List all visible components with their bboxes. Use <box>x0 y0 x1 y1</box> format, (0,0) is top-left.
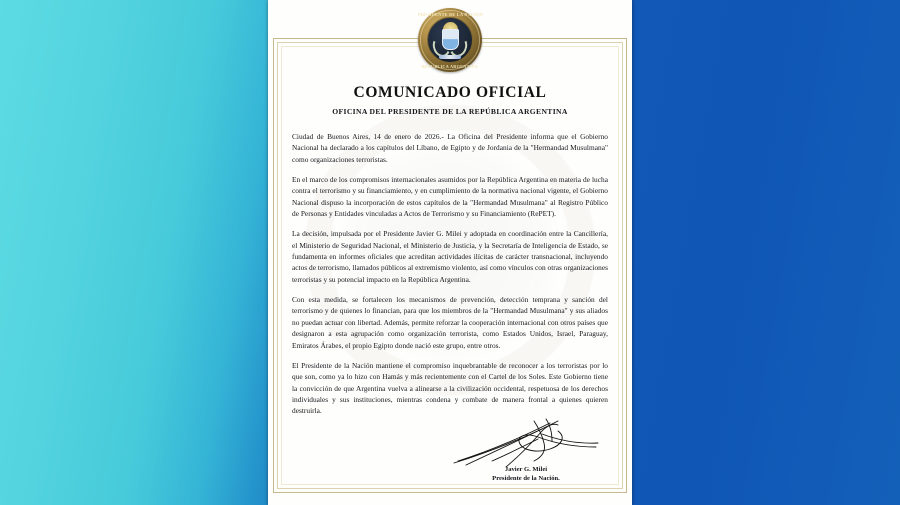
background-right-panel <box>632 0 900 505</box>
paragraph: El Presidente de la Nación mantiene el compromiso inquebrantable de reconocer a los terroristas por lo que son, como ya lo hizo con Hamás y más recientemente con el Cartel de los Soles. Este Gobierno tiene la convicción de que Argentina vuelva a alinearse a la civilización occidental, respetuosa de los derechos individuales y sus instituciones, mientras condena y combate de manera frontal a quienes quieren destruirla. <box>292 360 608 416</box>
signature-block <box>442 417 610 483</box>
paragraph: Con esta medida, se fortalecen los mecanismos de prevención, detección temprana y sanción del terrorismo y de quienes lo financian, para que los miembros de la "Hermandad Musulmana" y sus aliados no puedan actuar con libertad. Además, permite reforzar la cooperación internacional con otros países que designaron a esta agrupación como organización terrorista, como Estados Unidos, Israel, Paraguay, Emiratos Árabes, el propio Egipto donde nació este grupo, entre otros. <box>292 295 608 350</box>
document-content <box>292 84 608 426</box>
seal-ribbon-icon <box>439 55 461 59</box>
seal-arc-bottom-text: REPUBLICA ARGENTINA <box>421 63 479 69</box>
page-subtitle: OFICINA DEL PRESIDENTE DE LA REPÚBLICA ARGENTINA <box>332 107 568 116</box>
paragraph: En el marco de los compromisos internacionales asumidos por la República Argentina en materia de lucha contra el terrorismo y su financiamiento, y en cumplimiento de la normativa nacional vigente, el Gobierno Nacional dispuso la incorporación de estos capítulos de la "Hermandad Musulmana" al Registro Público de Personas y Entidades vinculadas a Actos de Terrorismo y su Financiamiento (RePET). <box>292 175 608 219</box>
watermark-text: ARG <box>407 231 493 268</box>
presidential-seal-icon <box>418 8 482 72</box>
page-title: COMUNICADO OFICIAL <box>353 84 547 101</box>
official-statement-document <box>268 0 632 505</box>
seal-container <box>268 8 632 72</box>
paragraph: Ciudad de Buenos Aires, 14 de enero de 2026.- La Oficina del Presidente informa que el Gobierno Nacional ha declarado a los capítulos del Líbano, de Egipto y de Jordania de la "Hermandad Musulmana" como organizaciones terroristas. <box>292 132 608 164</box>
signatory-role: Presidente de la Nación. <box>492 475 560 482</box>
seal-arc-top-text: PRESIDENTE DE LA NACION <box>418 11 484 17</box>
seal-field <box>427 17 473 63</box>
signatory-name: Javier G. Milei <box>504 466 548 473</box>
paragraph: La decisión, impulsada por el Presidente Javier G. Milei y adoptada en coordinación entre la Cancillería, el Ministerio de Seguridad Nacional, el Ministerio de Justicia, y la Secretaría de Inteligencia de Estado, se fundamenta en informes oficiales que acreditan actividades ilícitas de carácter transnacional, incluyendo actos de terrorismo, llamados públicos al extremismo violento, así como vínculos con otras organizaciones terroristas y su potencial impacto en la República Argentina. <box>292 229 608 284</box>
handwritten-signature-icon <box>442 417 610 469</box>
